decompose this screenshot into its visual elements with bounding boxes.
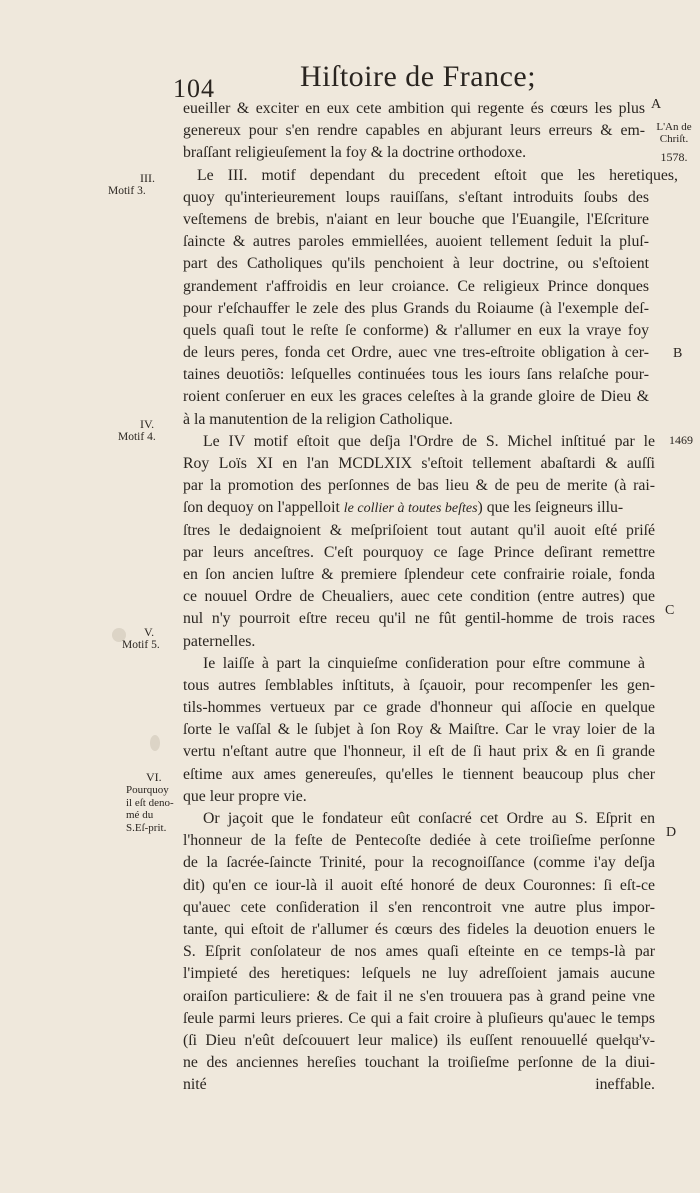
margin-note-6 [126, 771, 176, 834]
text-line: l'honneur de la feſte de Pentecoſte dediée à cete troiſieſme perſonne [183, 832, 655, 850]
text-line: l'impieté des heretiques: leſquels ne luy adreſſoient jamais aucune [183, 965, 655, 983]
paragraph-start-line: Le IV motif eſtoit que deſja l'Ordre de S. Michel inſtitué par le [203, 432, 655, 450]
text-line: braſſant religieuſement la foy & la doctrine orthodoxe. [183, 144, 527, 162]
margin-note-3 [108, 172, 178, 198]
text-line: de la ſacrée-ſaincte Trinité, pour la recognoiſſance (comme i'ay deſja [183, 854, 655, 872]
text-line: ne des anciennes hereſies touchant la troiſieſme perſonne de la diui- [183, 1054, 655, 1072]
paragraph-start-line: Ie laiſſe à part la cinquieſme conſideration pour eſtre commune à [203, 654, 645, 672]
margin-letter-c: C [665, 603, 675, 618]
margin-note-5 [122, 626, 192, 652]
text-line: part des Catholiques qu'ils penchoient à leur doctrine, ou s'eſtoient [183, 255, 649, 273]
margin-note-number: VI. [146, 770, 162, 784]
footer-rule [598, 1039, 650, 1040]
text-line: eſtime aux ames genereuſes, qu'elles le tiennent beaucoup plus cher [183, 765, 655, 783]
text-segment: ) que les ſeigneurs illu- [477, 499, 624, 517]
margin-note-label: Motif 3. [108, 185, 146, 197]
italic-quote: le collier à toutes beſtes [343, 501, 478, 517]
text-line: ce nouuel Ordre de Cheualiers, auec cete condition (entre autres) que [183, 588, 655, 606]
text-line: genereux pour s'en rendre capables en abjurant leurs erreurs & em- [183, 122, 645, 140]
text-line: paternelles. [183, 632, 256, 650]
margin-note-number: IV. [140, 417, 155, 431]
text-line-with-italic [183, 497, 683, 519]
text-line: S. Eſprit conſolateur de nos ames quaſi eſteinte en ce temps-là par [183, 943, 655, 961]
text-line: par la promotion des perſonnes de bas lieu & de peu de merite (à rai- [183, 477, 655, 495]
text-line: tante, qui eſtoit de r'allumer és cœurs des fideles la deuotion enuers le [183, 920, 655, 938]
text-line: taines deuotiõs: leſquelles continuées tous les iours ſans relaſche pour- [183, 366, 649, 384]
text-line: oraiſon particuliere: & de fait il ne s'en trouuera pas à grand peine vne [183, 987, 655, 1005]
text-line: vertu n'eſtant autre que l'honneur, il eſt de ſi haut prix & en ſi grande [183, 743, 655, 761]
page-number: 104 [173, 74, 215, 103]
text-line: de leurs peres, fonda cet Ordre, auec vne tres-eſtroite obligation à cer- [183, 344, 649, 362]
text-segment: ſon dequoy on l'appelloit [183, 499, 340, 517]
margin-letter-b: B [673, 346, 683, 361]
margin-note-number: V. [144, 625, 155, 639]
body-text [183, 98, 683, 1119]
paragraph-start-line: Or jaçoit que le fondateur eût conſacré cet Ordre au S. Eſprit en [203, 810, 655, 827]
margin-letter-a: A [651, 97, 662, 112]
running-title: Hiſtoire de France; [300, 60, 537, 93]
margin-note-label: Motif 4. [118, 431, 156, 443]
margin-note-number: III. [140, 171, 155, 185]
margin-year: 1578. [660, 150, 688, 164]
margin-year: 1469 [669, 433, 693, 447]
text-line: ſtres le dedaignoient & meſpriſoient tout autant qu'il auoit eſté priſé [183, 521, 655, 539]
text-line: pour r'eſchauffer le zele des plus Grands du Roiaume (à l'exemple deſ- [183, 299, 649, 317]
text-line: veſtemens de brebis, n'aiant en leur bouche que l'Euangile, l'Eſcriture [183, 210, 649, 228]
text-line: à la manutention de la religion Catholique. [183, 410, 453, 428]
text-line: ſaincte & autres paroles emmiellées, auoient tellement ſeduit la pluſ- [183, 233, 649, 251]
text-line: quels quaſi tout le reſte ſe conforme) & r'allumer en eux la vraye foy [183, 321, 649, 339]
text-line: Roy Loïs XI en l'an MCDLXIX s'eſtoit tellement abaſtardi & auſſi [183, 455, 655, 472]
page-header [0, 52, 700, 102]
text-line: dit) qu'en ce iour-là il auoit eſté honoré de deux Couronnes: ſi eſt-ce [183, 876, 655, 894]
text-line: nité ineffable. [183, 1076, 655, 1094]
text-line: tous autres ſemblables inſtituts, à ſçauoir, pour recompenſer les gen- [183, 676, 655, 694]
text-line: qu'auec cete conſideration il s'en rencontroit vne autre plus impor- [183, 898, 655, 916]
text-line: par leurs anceſtres. C'eſt pourquoy ce ſage Prince deſirant remettre [183, 543, 655, 561]
text-line: ſorte le vaſſal & le ſubjet à ſon Roy & Maiſtre. Car le vray loier de la [183, 721, 655, 739]
text-line: quoy qu'interieurement loups rauiſſans, s'eſtant introduits ſoubs des [183, 188, 649, 206]
text-line: roient conſeruer en eux les graces celeſtes à la grande gloire de Dieu & [183, 388, 649, 406]
margin-note-label: Motif 5. [122, 639, 160, 651]
text-line: que leur propre vie. [183, 787, 307, 805]
margin-year-note: L'An de Chriſt. [656, 121, 692, 145]
text-line [183, 1096, 683, 1118]
paper-stain [150, 735, 160, 751]
text-line: (ſi Dieu n'eût deſcouuert leur malice) ils euſſent renouuellé quelqu'v- [183, 1031, 655, 1049]
margin-note-label: Pourquoy il eſt deno-mé du S.Eſ-prit. [126, 784, 174, 834]
margin-note-4 [118, 418, 188, 444]
text-line: ſeule parmi leurs prieres. Ce qui a fait croire à pluſieurs qu'auec le temps [183, 1009, 655, 1027]
text-line: grandement r'affroidis en leur croiance. Ce religieux Prince donques [183, 277, 649, 295]
paragraph-start-line: Le III. motif dependant du precedent eſtoit que les heretiques, [197, 166, 678, 184]
text-line: tils-hommes vertueux par ce grade d'honneur qui aſſocie en quelque [183, 699, 655, 717]
margin-letter-d: D [666, 825, 677, 840]
text-line: en ſon ancien luſtre & premiere ſplendeur cete confrairie roiale, fonda [183, 565, 655, 583]
text-line: nul n'y pourroit eſtre receu qu'il ne fût gentil-homme de trois races [183, 610, 655, 628]
text-line: eueiller & exciter en eux cete ambition qui regente és cœurs les plus [183, 100, 645, 117]
